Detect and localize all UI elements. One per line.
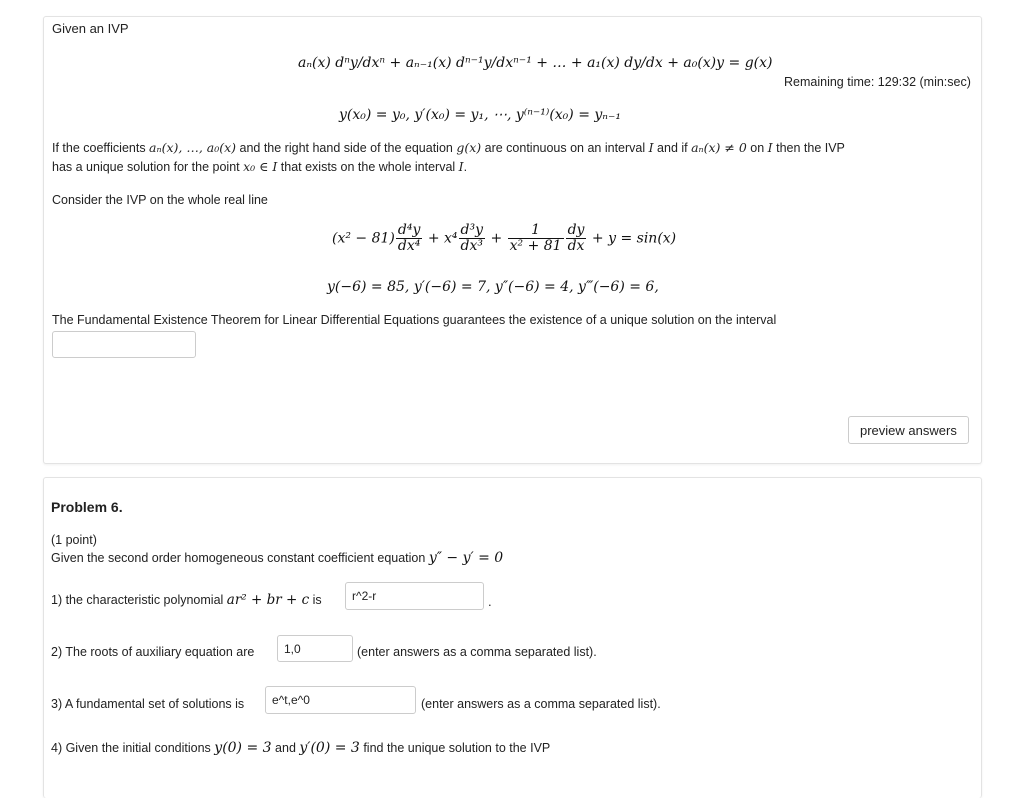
general-initial-conditions: y(x₀) = y₀, y′(x₀) = y₁, ⋯, y⁽ⁿ⁻¹⁾(x₀) = yₙ₋₁ [339,107,621,123]
ivp-theory-panel [43,16,982,464]
problem-title: Problem 6. [51,499,123,515]
specific-initial-conditions: y(−6) = 85, y′(−6) = 7, y″(−6) = 4, y‴(−6) = 6, [327,279,659,295]
problem-prompt: Given the second order homogeneous constant coefficient equation y″ − y′ = 0 [51,550,504,566]
theorem-statement-line1: If the coefficients aₙ(x), …, a₀(x) and the right hand side of the equation g(x) are continuous on an interval I and if aₙ(x) ≠ 0 on I then the IVP [52,140,845,155]
specific-ode: (x² − 81) $\frac{\text{d⁴y}}{\text{dx⁴}}$ + x⁴ $\frac{\text{d³y}}{\text{dx³}}$ + $\frac{1}{\text{x² + 81}}$ $\frac{dy}{dx}$ + y = sin(x) [332,222,677,254]
problem-points: (1 point) [51,533,97,547]
characteristic-polynomial-input[interactable] [345,582,484,610]
question-2-hint: (enter answers as a comma separated list). [357,645,597,659]
question-3-hint: (enter answers as a comma separated list). [421,697,661,711]
fundamental-set-input[interactable] [265,686,416,714]
problem-6-panel [43,477,982,798]
preview-answers-button[interactable]: preview answers [848,416,969,444]
question-2-label: 2) The roots of auxiliary equation are [51,645,255,659]
remaining-time: Remaining time: 129:32 (min:sec) [784,75,971,89]
question-4-label: 4) Given the initial conditions y(0) = 3 and y′(0) = 3 find the unique solution to the IVP [51,740,551,756]
question-1-label: 1) the characteristic polynomial ar² + br + c is [51,592,322,608]
consider-text: Consider the IVP on the whole real line [52,193,268,207]
general-ivp-equation: aₙ(x) dⁿy/dxⁿ + aₙ₋₁(x) dⁿ⁻¹y/dxⁿ⁻¹ + … + a₁(x) dy/dx + a₀(x)y = g(x) [298,55,773,71]
question-1-period: . [488,594,492,609]
question-3-label: 3) A fundamental set of solutions is [51,697,245,711]
interval-answer-input[interactable] [52,331,196,358]
ivp-intro: Given an IVP [52,21,129,36]
fundamental-theorem-text: The Fundamental Existence Theorem for Linear Differential Equations guarantees the existence of a unique solution on the interval [52,313,777,327]
theorem-statement-line2: has a unique solution for the point x₀ ∈ I that exists on the whole interval I. [52,159,468,174]
roots-input[interactable] [277,635,353,662]
